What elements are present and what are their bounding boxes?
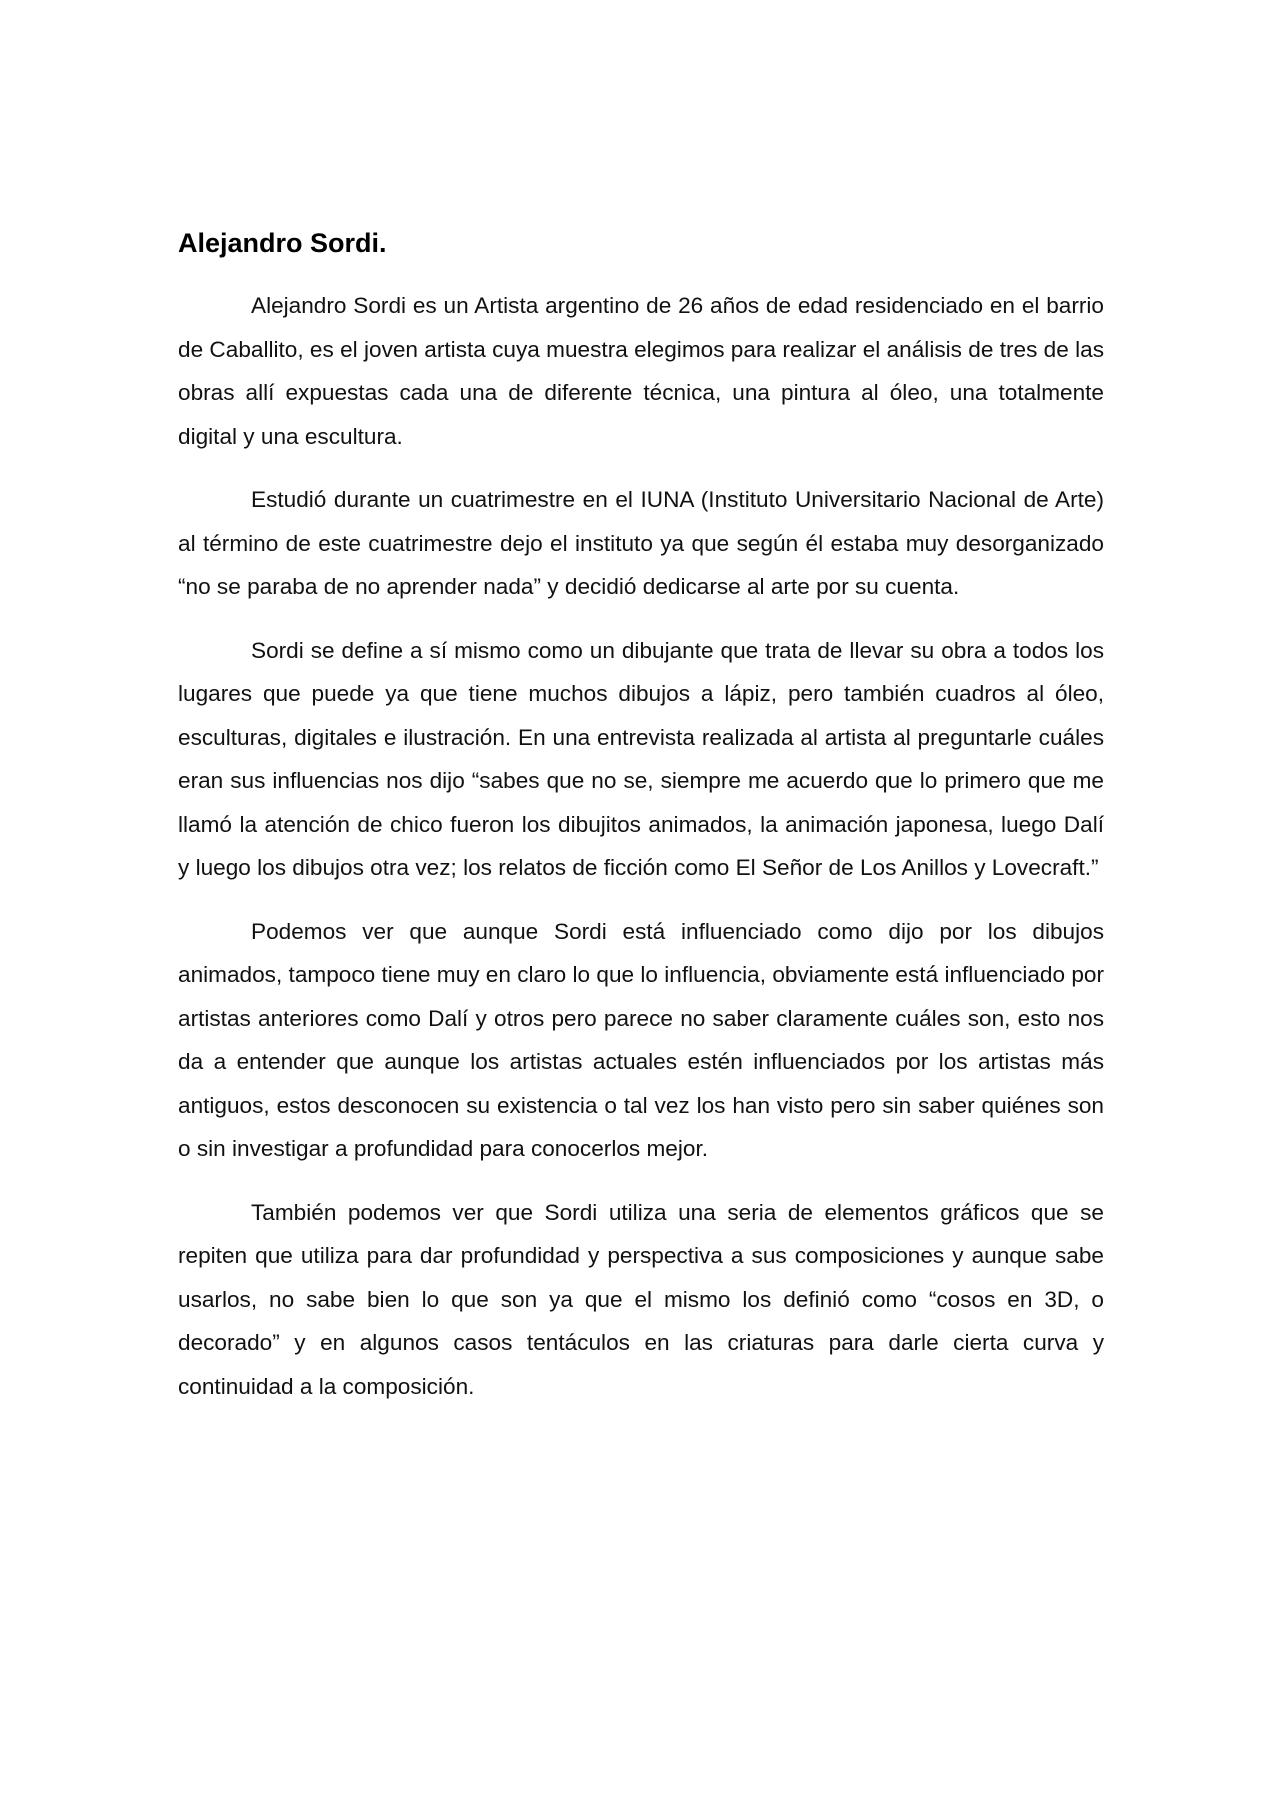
paragraph-analysis: Podemos ver que aunque Sordi está influenciado como dijo por los dibujos animados, tampoco tiene muy en claro lo que lo influencia, obviamente está influenciado por artistas anteriores como Dalí y otros pero parece no saber claramente cuáles son, esto nos da a entender que aunque los artistas actuales estén influenciados por los artistas más antiguos, estos desconocen su existencia o tal vez los han visto pero sin saber quiénes son o sin investigar a profundidad para conocerlos mejor. [178,918,1104,1161]
paragraph-studies: Estudió durante un cuatrimestre en el IUNA (Instituto Universitario Nacional de Arte) al término de este cuatrimestre dejo el instituto ya que según él estaba muy desorganizado “no se paraba de no aprender nada” y decidió dedicarse al arte por su cuenta. [178,487,1104,599]
paragraph-graphic-elements: También podemos ver que Sordi utiliza una seria de elementos gráficos que se repiten que utiliza para dar profundidad y perspectiva a sus composiciones y aunque sabe usarlos, no sabe bien lo que son ya que el mismo los definió como “cosos en 3D, o decorado” y en algunos casos tentáculos en las criaturas para darle cierta curva y continuidad a la composición. [178,1199,1104,1399]
document-title: Alejandro Sordi. [178,228,387,258]
document-page [178,225,1104,1428]
paragraph-influences: Sordi se define a sí mismo como un dibujante que trata de llevar su obra a todos los lugares que puede ya que tiene muchos dibujos a lápiz, pero también cuadros al óleo, esculturas, digitales e ilustración. En una entrevista realizada al artista al preguntarle cuáles eran sus influencias nos dijo “sabes que no se, siempre me acuerdo que lo primero que me llamó la atención de chico fueron los dibujitos animados, la animación japonesa, luego Dalí y luego los dibujos otra vez; los relatos de ficción como El Señor de Los Anillos y Lovecraft.” [178,637,1104,880]
paragraph-intro: Alejandro Sordi es un Artista argentino de 26 años de edad residenciado en el barrio de Caballito, es el joven artista cuya muestra elegimos para realizar el análisis de tres de las obras allí expuestas cada una de diferente técnica, una pintura al óleo, una totalmente digital y una escultura. [178,293,1104,449]
